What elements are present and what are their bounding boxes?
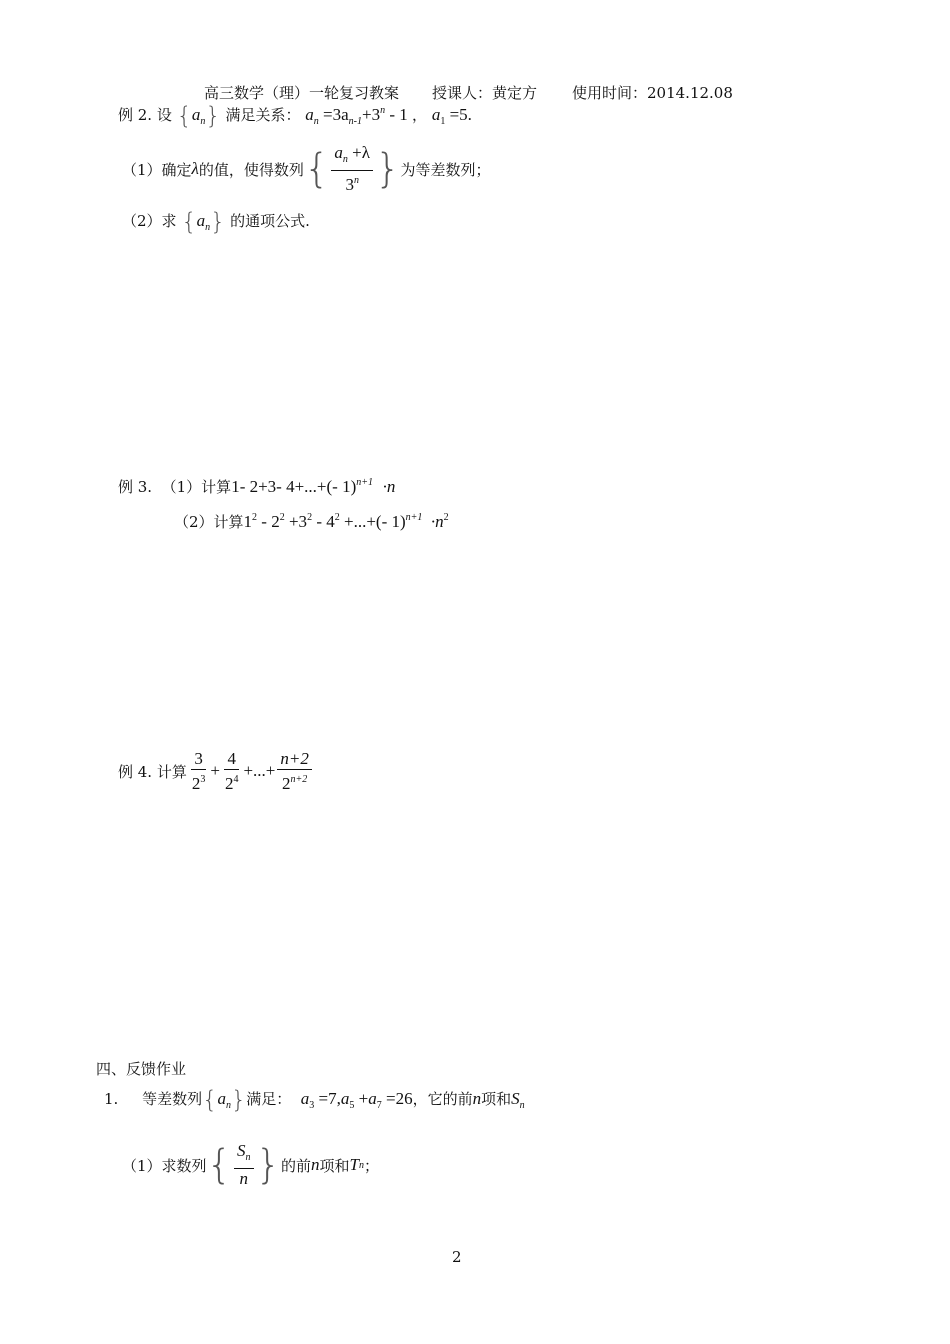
left-brace-icon: { [206,1142,232,1188]
homework-part-1: （1）求数列 { $\frac{S_n}{n}$ } 的前 n 项和 T n ； [122,1141,379,1188]
header-teacher: 授课人：黄定方 [432,84,538,102]
homework-item-1: 1. 等差数列$\{a_n\}$满足： $a_3 =7,a_5 +a_7 =26$，它的前n项和$S_n$ [104,1086,525,1114]
right-brace-icon: } [230,1086,247,1114]
example-2-part-1: （1）确定 λ 的值，使得数列 { $\frac{a_n +\lambda}{3^n}$ } 为等差数列； [122,143,491,194]
section-4-title: 四、反馈作业 [96,1060,187,1078]
right-brace-icon: } [210,208,226,236]
example-2-statement: 例 2. 设 $\{a_n\}$ 满足关系： $a_n =3a_{n-1}+3^n - 1$ ， $a_1 =5$. [118,102,472,130]
example-3-part-1: 例 3. （1）计算1- 2+3- 4+...+(- 1)$^{n+1}$ ·n [118,477,396,496]
example-3-part-2: （2）计算$1^2 - 2^2 +3^2 - 4^2$ +...+(- $1)^{n+1} \cdot n^2$ [174,512,449,531]
fraction-4-over-2-fourth: $\frac{4}{2^4}$ [224,748,239,793]
left-brace-icon: { [176,102,192,130]
example-2-part-2: （2）求 $\{a_n\}$ 的通项公式. [122,208,310,236]
fraction-3-over-2-cubed: $\frac{3}{2^3}$ [191,748,206,793]
homework-condition: $a_3 =7,a_5 +a_7 =26$ [300,1089,413,1111]
initial-condition: $a_1 =5$. [431,105,472,127]
recurrence-formula: $a_n =3a_{n-1}+3^n - 1$ [305,105,408,127]
fraction-sn-over-n: $\frac{S_n}{n}$ [234,1142,254,1188]
right-brace-icon: } [374,146,401,192]
left-brace-icon: { [202,1086,218,1114]
left-brace-icon: { [181,208,197,236]
right-brace-icon: } [255,1142,281,1188]
fraction-n-plus-2: $\frac{n+2}{2^{n+2}}$ [277,750,311,793]
page-number: 2 [452,1248,462,1266]
alternating-square-sum: $1^2 - 2^2 +3^2 - 4^2$ +...+(- $1)^{n+1} \cdot n^2$ [243,512,449,531]
header-date: 使用时间：2014.12.08 [572,84,733,102]
header-course: 高三数学（理）一轮复习教案 [204,84,400,102]
left-brace-icon: { [303,146,330,192]
right-brace-icon: } [205,102,221,130]
fraction-an-lambda: $\frac{a_n +\lambda}{3^n}$ [331,144,373,194]
example-4: 例 4. 计算 $\frac{3}{2^3}$ + $\frac{4}{2^4}$ +...+ $\frac{n+2}{2^{n+2}}$ [118,748,314,794]
